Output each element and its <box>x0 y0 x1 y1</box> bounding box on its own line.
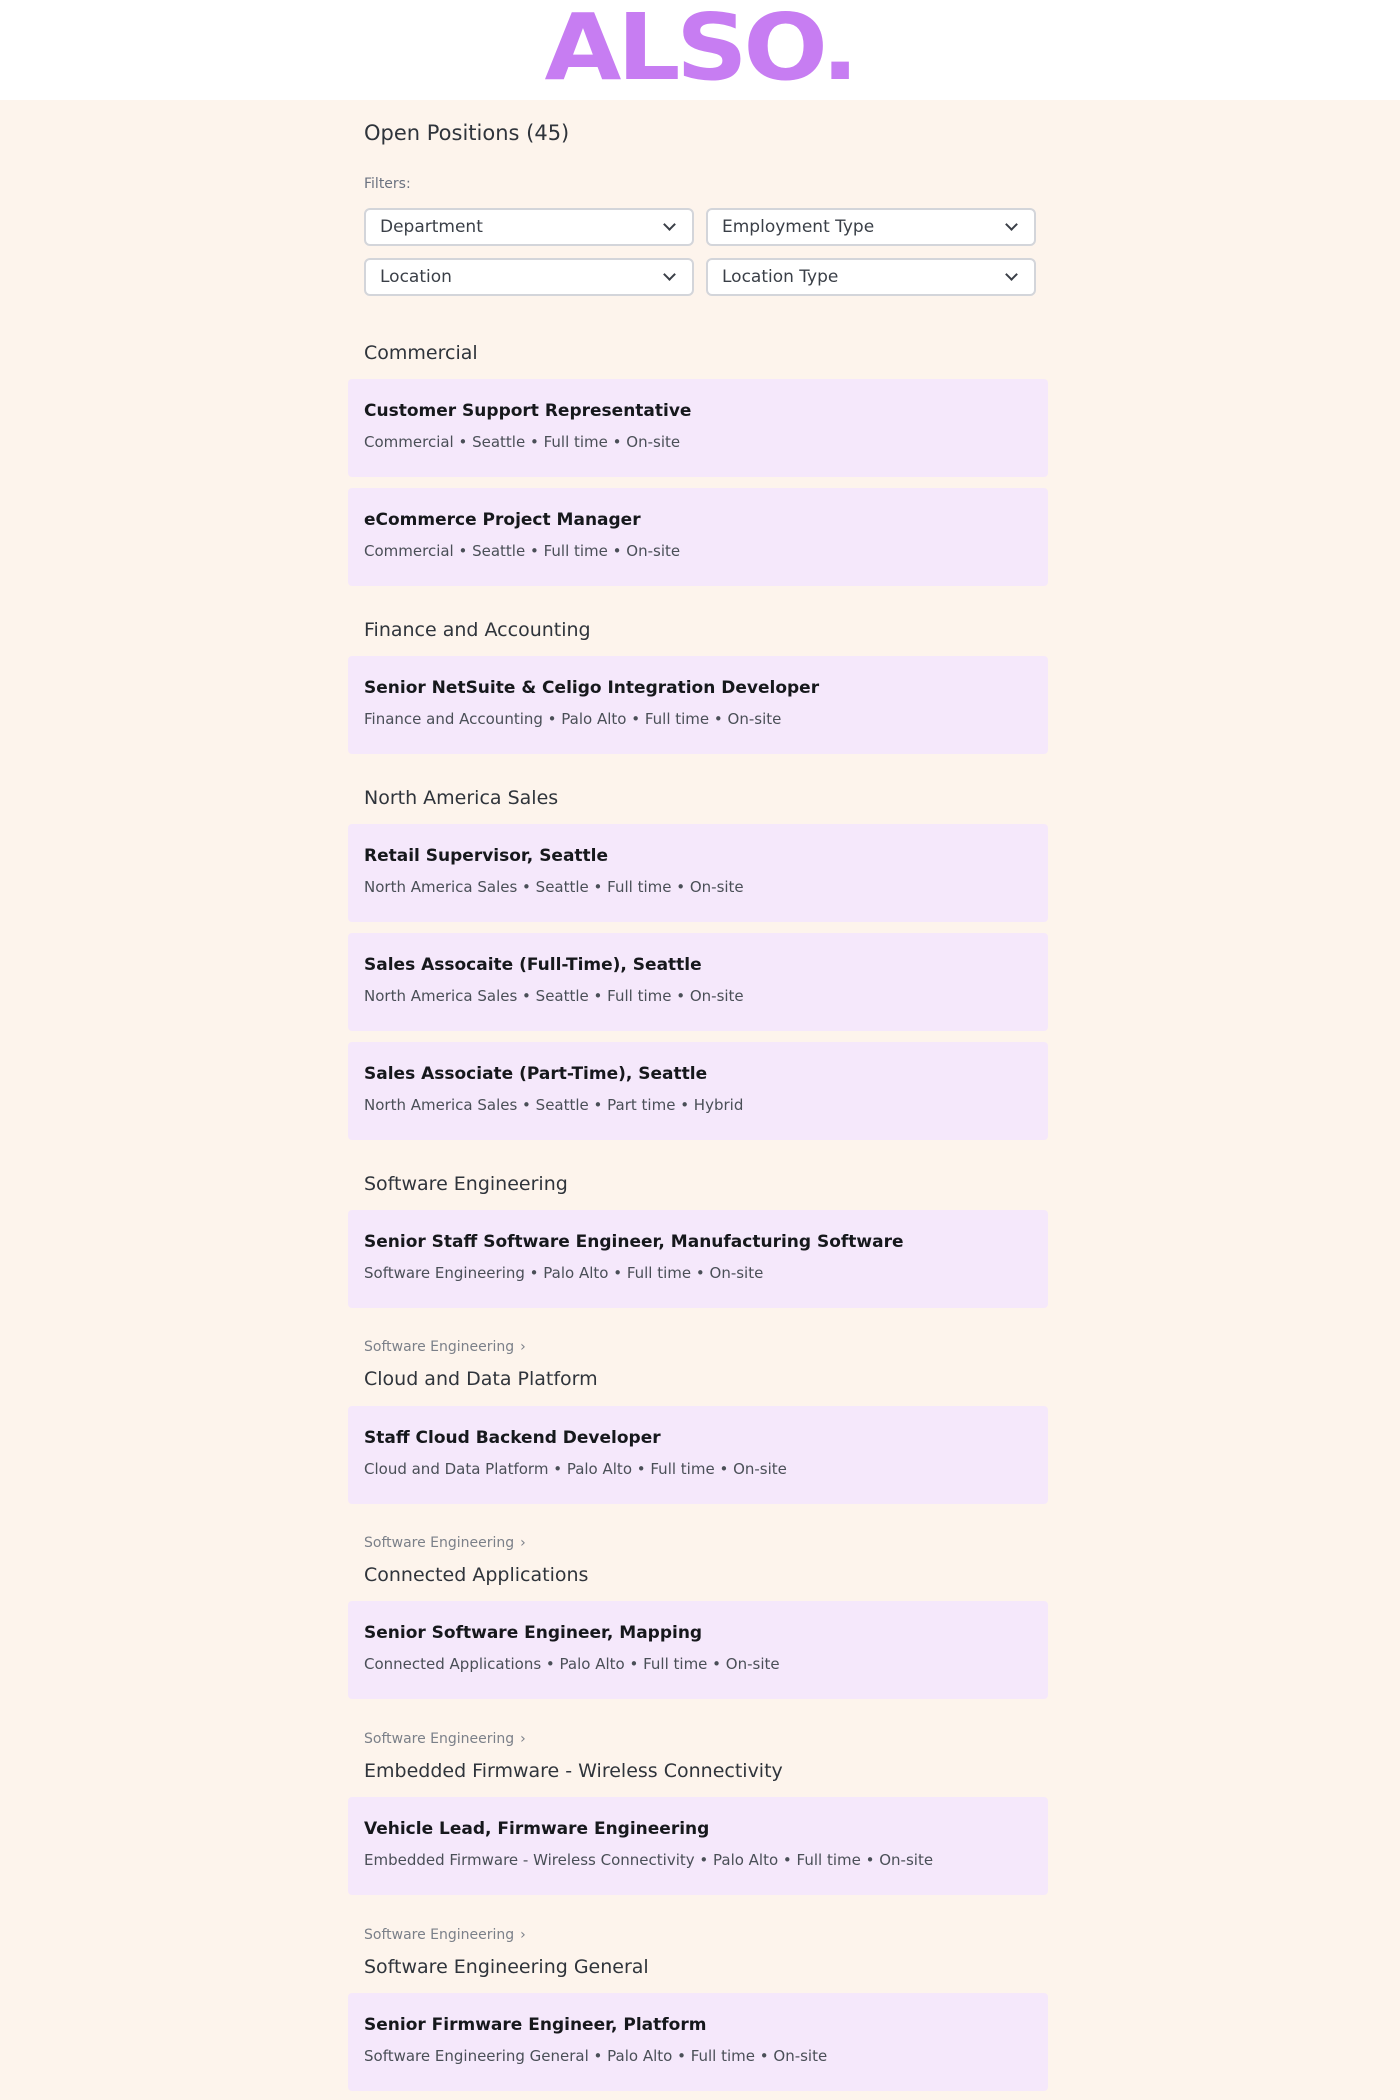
job-card[interactable] <box>348 1042 1048 1140</box>
section-title-software-engineering: Software Engineering <box>364 1173 568 1195</box>
job-card[interactable] <box>348 933 1048 1031</box>
job-title: Senior Staff Software Engineer, Manufacturing Software <box>364 1232 904 1252</box>
location-filter-label: Location <box>380 267 452 287</box>
job-meta: North America Sales • Seattle • Part time • Hybrid <box>364 1096 744 1114</box>
breadcrumb-parent: Software Engineering <box>364 1339 515 1355</box>
job-title: Sales Assocaite (Full-Time), Seattle <box>364 955 702 975</box>
job-meta: Connected Applications • Palo Alto • Full time • On-site <box>364 1655 780 1673</box>
section-title-cloud-data-platform: Cloud and Data Platform <box>364 1368 598 1390</box>
job-meta: Commercial • Seattle • Full time • On-site <box>364 542 681 560</box>
section-title-embedded-firmware: Embedded Firmware - Wireless Connectivity <box>364 1760 783 1782</box>
job-title: Customer Support Representative <box>364 401 692 421</box>
chevron-right-icon: › <box>520 1535 526 1551</box>
job-card[interactable] <box>348 1797 1048 1895</box>
department-filter[interactable] <box>364 208 694 246</box>
job-meta: North America Sales • Seattle • Full time • On-site <box>364 878 744 896</box>
job-meta: Software Engineering • Palo Alto • Full time • On-site <box>364 1264 764 1282</box>
job-title: Senior NetSuite & Celigo Integration Developer <box>364 678 820 698</box>
job-meta: Finance and Accounting • Palo Alto • Full time • On-site <box>364 710 782 728</box>
section-title-commercial: Commercial <box>364 342 478 364</box>
job-meta: North America Sales • Seattle • Full time • On-site <box>364 987 744 1005</box>
site-header <box>0 0 1400 100</box>
breadcrumb[interactable] <box>364 1731 526 1747</box>
location-filter[interactable] <box>364 258 694 296</box>
page-title: Open Positions (45) <box>364 121 570 145</box>
section-title-finance: Finance and Accounting <box>364 619 591 641</box>
section-title-software-engineering-general: Software Engineering General <box>364 1956 649 1978</box>
filters-label: Filters: <box>364 176 411 192</box>
job-card[interactable] <box>348 1601 1048 1699</box>
job-title: Sales Associate (Part-Time), Seattle <box>364 1064 708 1084</box>
job-meta: Embedded Firmware - Wireless Connectivity • Palo Alto • Full time • On-site <box>364 1851 934 1869</box>
employment-type-filter-label: Employment Type <box>722 217 875 237</box>
job-title: Retail Supervisor, Seattle <box>364 846 609 866</box>
chevron-down-icon <box>1005 218 1018 231</box>
job-card[interactable] <box>348 824 1048 922</box>
job-title: Senior Firmware Engineer, Platform <box>364 2015 707 2035</box>
chevron-down-icon <box>1005 268 1018 281</box>
chevron-right-icon: › <box>520 1339 526 1355</box>
job-card[interactable] <box>348 379 1048 477</box>
breadcrumb[interactable] <box>364 1535 526 1551</box>
section-title-connected-applications: Connected Applications <box>364 1564 589 1586</box>
breadcrumb-parent: Software Engineering <box>364 1535 515 1551</box>
job-card[interactable] <box>348 488 1048 586</box>
location-type-filter-label: Location Type <box>722 267 839 287</box>
breadcrumb-parent: Software Engineering <box>364 1731 515 1747</box>
chevron-down-icon <box>663 218 676 231</box>
also-logo[interactable]: ALSO. <box>544 0 856 101</box>
breadcrumb[interactable] <box>364 1927 526 1943</box>
job-title: Senior Software Engineer, Mapping <box>364 1623 703 1643</box>
job-card[interactable] <box>348 1406 1048 1504</box>
job-card[interactable] <box>348 1210 1048 1308</box>
job-title: Vehicle Lead, Firmware Engineering <box>364 1819 710 1839</box>
section-title-north-america-sales: North America Sales <box>364 787 559 809</box>
job-meta: Software Engineering General • Palo Alto • Full time • On-site <box>364 2047 828 2065</box>
chevron-right-icon: › <box>520 1731 526 1747</box>
location-type-filter[interactable] <box>706 258 1036 296</box>
job-meta: Commercial • Seattle • Full time • On-site <box>364 433 681 451</box>
chevron-right-icon: › <box>520 1927 526 1943</box>
employment-type-filter[interactable] <box>706 208 1036 246</box>
job-card[interactable] <box>348 1993 1048 2091</box>
department-filter-label: Department <box>380 217 483 237</box>
job-card[interactable] <box>348 656 1048 754</box>
job-title: Staff Cloud Backend Developer <box>364 1428 661 1448</box>
job-meta: Cloud and Data Platform • Palo Alto • Full time • On-site <box>364 1460 787 1478</box>
breadcrumb[interactable] <box>364 1339 526 1355</box>
breadcrumb-parent: Software Engineering <box>364 1927 515 1943</box>
chevron-down-icon <box>663 268 676 281</box>
job-title: eCommerce Project Manager <box>364 510 641 530</box>
